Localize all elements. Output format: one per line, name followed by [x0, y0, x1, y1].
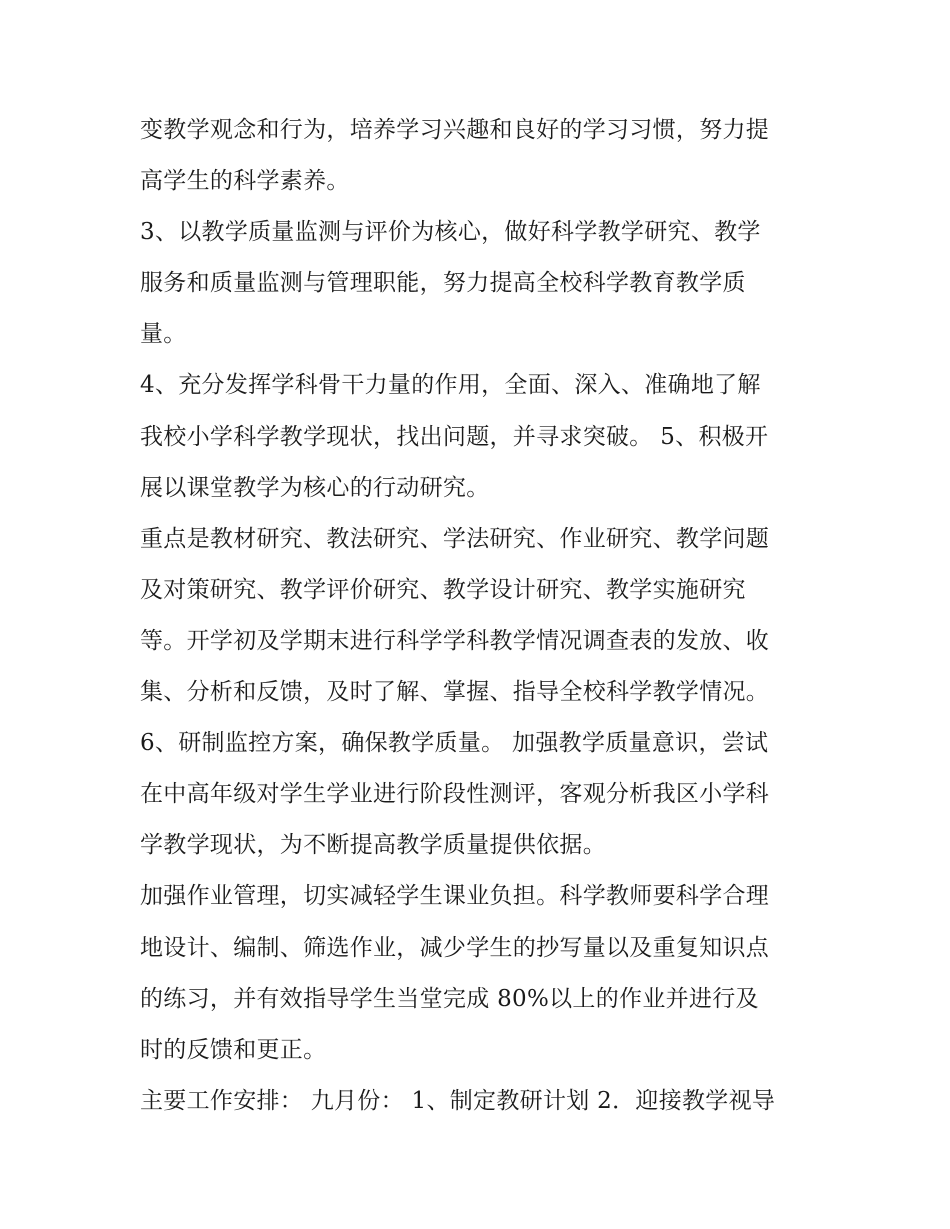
text-line: 展以课堂教学为核心的行动研究。 — [140, 474, 490, 501]
text-line: 学教学现状，为不断提高教学质量提供依据。 — [140, 832, 606, 859]
text-line: 6、研制监控方案，确保教学质量。 加强教学质量意识，尝试 — [140, 730, 769, 757]
text-line: 高学生的科学素养。 — [140, 168, 350, 195]
text-line: 及对策研究、教学评价研究、教学设计研究、教学实施研究 — [140, 576, 746, 603]
text-line: 主要工作安排： 九月份： 1、制定教研计划 2．迎接教学视导 — [140, 1087, 776, 1114]
text-line: 4、充分发挥学科骨干力量的作用，全面、深入、准确地了解 — [140, 372, 761, 399]
text-line: 集、分析和反馈，及时了解、掌握、指导全校科学教学情况。 — [140, 679, 770, 706]
text-line: 重点是教材研究、教法研究、学法研究、作业研究、教学问题 — [140, 525, 770, 552]
text-line: 加强作业管理，切实减轻学生课业负担。科学教师要科学合理 — [140, 883, 770, 910]
text-line: 等。开学初及学期末进行科学学科教学情况调查表的发放、收 — [140, 627, 770, 654]
body-text — [140, 105, 820, 1127]
text-line: 在中高年级对学生学业进行阶段性测评，客观分析我区小学科 — [140, 781, 770, 808]
text-line: 时的反馈和更正。 — [140, 1036, 327, 1063]
text-line: 我校小学科学教学现状，找出问题，并寻求突破。 5、积极开 — [140, 423, 769, 450]
text-line: 量。 — [140, 321, 187, 348]
text-line: 地设计、编制、筛选作业，减少学生的抄写量以及重复知识点 — [140, 934, 770, 961]
text-line: 3、以教学质量监测与评价为核心，做好科学教学研究、教学 — [140, 219, 761, 246]
text-line: 的练习，并有效指导学生当堂完成 80%以上的作业并进行及 — [140, 985, 759, 1012]
text-line: 变教学观念和行为，培养学习兴趣和良好的学习习惯，努力提 — [140, 117, 770, 143]
text-line: 服务和质量监测与管理职能，努力提高全校科学教育教学质 — [140, 270, 746, 297]
